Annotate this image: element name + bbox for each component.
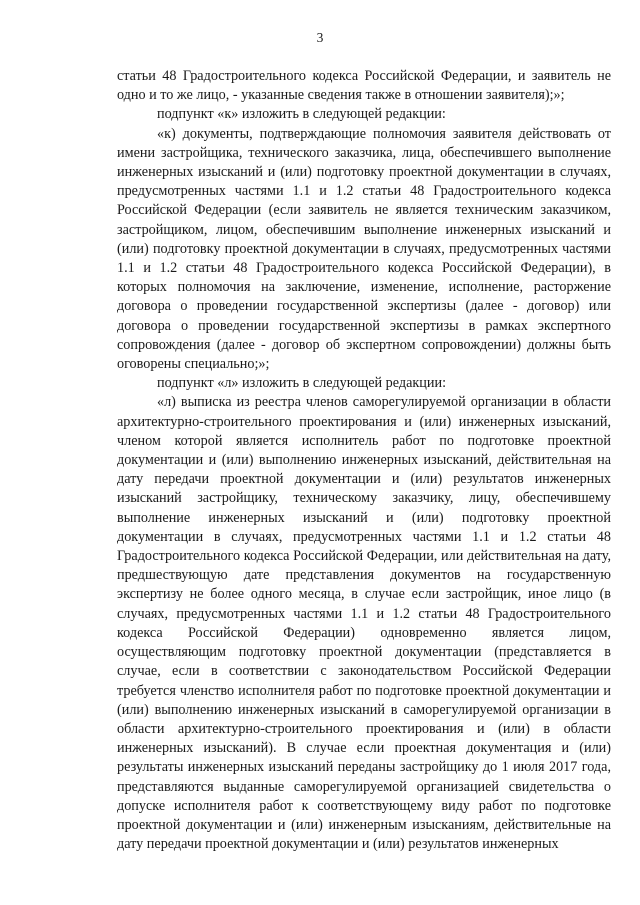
paragraph-subitem-l-intro: подпункт «л» изложить в следующей редакции:: [157, 375, 447, 392]
paragraph-subitem-l-text: «л) выписка из реестра членов саморегулируемой организации в области архитектурно-строительного проектирования и (или) инженерных изысканий, членом которой является исполнитель работ по подготовке проектной документации и (или) выполнению инженерных изысканий, действительная на дату передачи проектной документации и (или) результатов инженерных изысканий застройщику, техническому заказчику, лицу, обеспечившему выполнение инженерных изысканий и (или) подготовку проектной документации в случаях, предусмотренных частями 1.1 и 1.2 статьи 48 Градостроительного кодекса Российской Федерации, или действительная на дату, предшествующую дате представления документов на государственную экспертизу не более одного месяца, в случае если застройщик, иное лицо (в случаях, предусмотренных частями 1.1 и 1.2 статьи 48 Градостроительного кодекса Российской Федерации) одновременно является лицом, осуществляющим подготовку проектной документации (представляется в случае, если в соответствии с законодательством Российской Федерации требуется членство исполнителя работ по подготовке проектной документации и (или) выполнению инженерных изысканий в саморегулируемой организации в области архитектурно-строительного проектирования и (или) в области инженерных изысканий). В случае если проектная документация и (или) результаты инженерных изысканий переданы застройщику до 1 июля 2017 года, представляются выданные саморегулируемой организацией свидетельства о допуске исполнителя работ к соответствующему виду работ по подготовке проектной документации и (или) инженерным изысканиям, действительные на дату передачи проектной документации и (или) результатов инженерных: [117, 394, 611, 853]
paragraph-subitem-k-intro: подпункт «к» изложить в следующей редакции:: [157, 106, 446, 123]
page-number: 3: [316, 30, 324, 45]
document-body: [117, 67, 611, 854]
paragraph-subitem-k-text: «к) документы, подтверждающие полномочия заявителя действовать от имени застройщика, технического заказчика, лица, обеспечившего выполнение инженерных изысканий и (или) подготовку проектной документации в случаях, предусмотренных частями 1.1 и 1.2 статьи 48 Градостроительного кодекса Российской Федерации (если заявитель не является техническим заказчиком, застройщиком, лицом, обеспечившим выполнение инженерных изысканий и (или) подготовку проектной документации в случаях, предусмотренных частями 1.1 и 1.2 статьи 48 Градостроительного кодекса Российской Федерации), в которых полномочия на заключение, изменение, исполнение, расторжение договора о проведении государственной экспертизы (далее - договор) или договора о проведении государственной экспертизы в рамках экспертного сопровождения (далее - договор об экспертном сопровождении) должны быть оговорены специально;»;: [117, 125, 611, 373]
paragraph-continuation: статьи 48 Градостроительного кодекса Российской Федерации, и заявитель не одно и то же лицо, - указанные сведения также в отношении заявителя);»;: [117, 68, 611, 104]
